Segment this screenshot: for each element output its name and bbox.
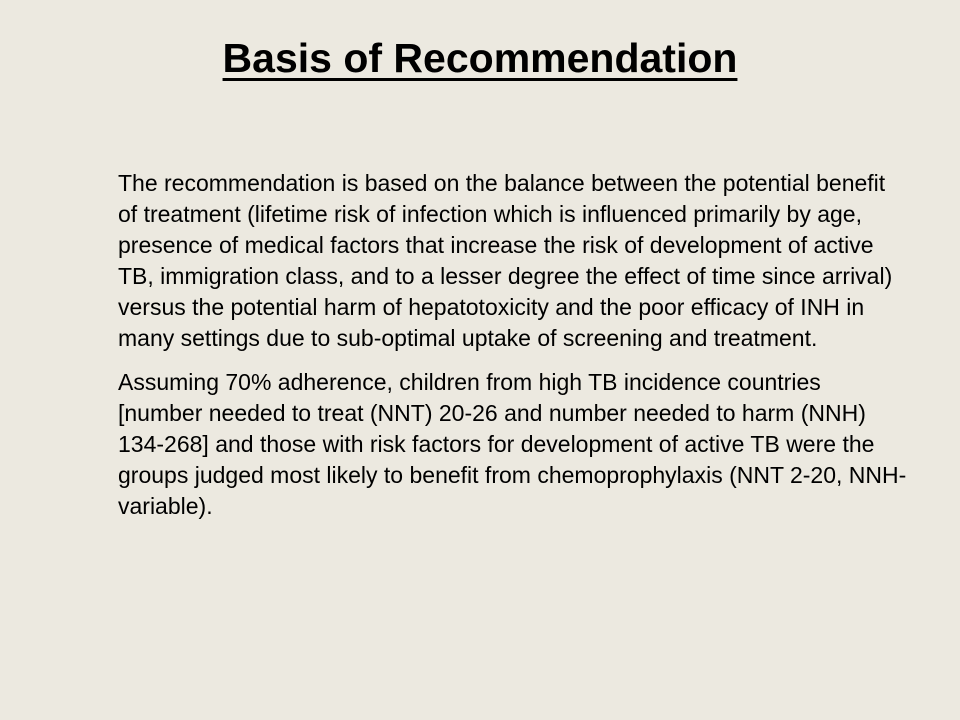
slide-body (118, 168, 908, 522)
slide-title (0, 30, 960, 86)
body-paragraph-2: Assuming 70% adherence, children from high TB incidence countries [number needed to treat (NNT) 20-26 and number needed to harm (NNH) 134-268] and those with risk factors for development of active TB were the groups judged most likely to benefit from chemoprophylaxis (NNT 2-20, NNH-variable). (118, 369, 907, 519)
slide-title-text: Basis of Recommendation (222, 35, 738, 81)
body-paragraph-1: The recommendation is based on the balance between the potential benefit of treatment (lifetime risk of infection which is influenced primarily by age, presence of medical factors that increase the risk of development of active TB, immigration class, and to a lesser degree the effect of time since arrival) versus the potential harm of hepatotoxicity and the poor efficacy of INH in many settings due to sub-optimal uptake of screening and treatment. (118, 170, 893, 351)
